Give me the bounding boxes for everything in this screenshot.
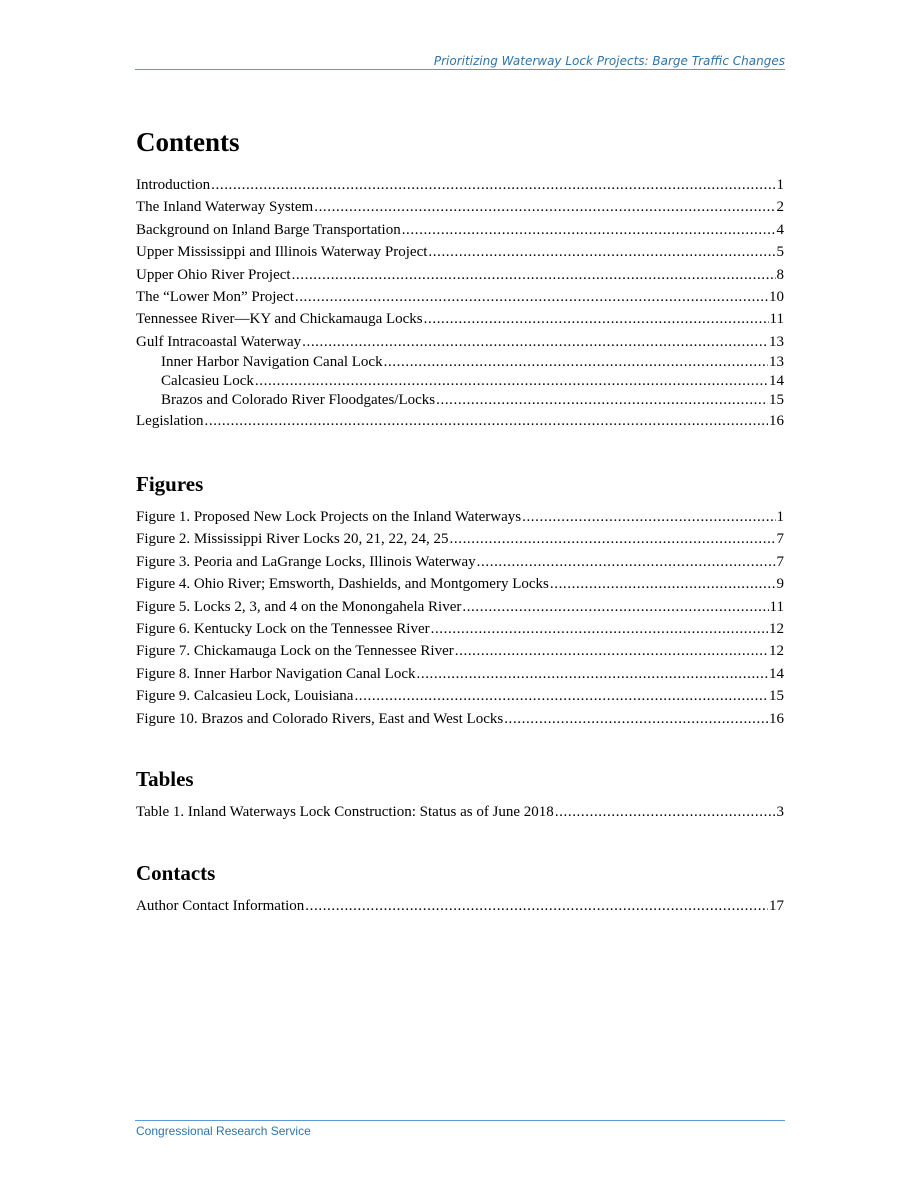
toc-entry[interactable] (136, 506, 784, 528)
toc-entry-label: The Inland Waterway System (136, 199, 314, 216)
dot-leader (450, 528, 776, 550)
toc-entry[interactable] (136, 573, 784, 595)
toc-entry[interactable] (136, 410, 784, 432)
toc-entry-page: 14 (769, 373, 784, 390)
dot-leader (402, 219, 776, 241)
dot-leader (431, 618, 768, 640)
dot-leader (255, 372, 768, 391)
toc-entry-label: Figure 7. Chickamauga Lock on the Tennessee River (136, 643, 454, 660)
footer-rule (135, 1120, 785, 1121)
toc-entry[interactable] (136, 801, 784, 823)
toc-entry[interactable] (136, 219, 784, 241)
toc-entry[interactable] (136, 708, 784, 730)
toc-entry[interactable] (136, 308, 784, 330)
toc-entry-label: Tennessee River—KY and Chickamauga Locks (136, 311, 423, 328)
dot-leader (550, 573, 776, 595)
toc-entry[interactable] (136, 685, 784, 707)
toc-entry-label: The “Lower Mon” Project (136, 288, 294, 305)
toc-entry-page: 5 (776, 244, 784, 261)
toc-entry-label: Author Contact Information (136, 898, 305, 914)
toc-entry-page: 7 (776, 553, 784, 570)
toc-entry[interactable] (136, 241, 784, 263)
toc-entry[interactable] (136, 551, 784, 573)
dot-leader (455, 640, 768, 662)
contents-section (136, 126, 784, 433)
toc-entry-page: 13 (769, 354, 784, 371)
toc-entry-page: 1 (776, 509, 784, 525)
toc-entry-label: Figure 9. Calcasieu Lock, Louisiana (136, 688, 354, 705)
toc-entry-page: 17 (769, 898, 784, 914)
toc-entry[interactable] (136, 196, 784, 218)
toc-entry[interactable] (136, 895, 784, 917)
dot-leader (292, 264, 776, 286)
toc-entry-page: 10 (769, 288, 784, 305)
toc-entry-page: 14 (769, 665, 784, 682)
toc-entry-label: Background on Inland Barge Transportation (136, 221, 401, 238)
toc-entry-page: 16 (769, 710, 784, 727)
tables-heading: Tables (136, 767, 194, 791)
toc-entry-label: Figure 6. Kentucky Lock on the Tennessee River (136, 620, 430, 637)
dot-leader (522, 506, 775, 528)
figures-list (136, 506, 784, 730)
dot-leader (504, 708, 768, 730)
dot-leader (477, 551, 776, 573)
toc-entry-page: 2 (776, 199, 784, 216)
tables-section (136, 766, 784, 823)
dot-leader (555, 801, 776, 823)
toc-entry-page: 3 (776, 804, 784, 820)
toc-entry[interactable] (136, 596, 784, 618)
toc-entry-page: 12 (769, 643, 784, 660)
toc-entry-label: Calcasieu Lock (161, 373, 254, 390)
dot-leader (305, 895, 768, 917)
toc-entry[interactable] (136, 286, 784, 308)
toc-entry[interactable] (136, 640, 784, 662)
toc-entry[interactable] (136, 264, 784, 286)
toc-entry-label: Inner Harbor Navigation Canal Lock (161, 354, 383, 371)
toc-entry-page: 16 (769, 413, 784, 430)
toc-entry-label: Introduction (136, 177, 211, 193)
toc-entry-page: 11 (769, 598, 784, 615)
toc-entry-label: Brazos and Colorado River Floodgates/Locks (161, 392, 436, 409)
figures-section (136, 471, 784, 730)
toc-entry-label: Figure 2. Mississippi River Locks 20, 21, 22, 24, 25 (136, 531, 449, 548)
toc-entry-page: 13 (769, 333, 784, 350)
dot-leader (436, 391, 768, 410)
running-header: Prioritizing Waterway Lock Projects: Barge Traffic Changes (433, 54, 785, 68)
toc-entry-page: 15 (769, 392, 784, 409)
figures-heading: Figures (136, 472, 204, 496)
dot-leader (314, 196, 775, 218)
toc-subentry[interactable] (136, 372, 784, 391)
toc-entry-label: Figure 1. Proposed New Lock Projects on the Inland Waterways (136, 509, 522, 525)
dot-leader (424, 308, 769, 330)
toc-entry-label: Figure 5. Locks 2, 3, and 4 on the Monongahela River (136, 598, 462, 615)
toc-subentry[interactable] (136, 391, 784, 410)
toc-entry-page: 4 (776, 221, 784, 238)
toc-entry-label: Figure 10. Brazos and Colorado Rivers, East and West Locks (136, 710, 504, 727)
toc-entry-page: 12 (769, 620, 784, 637)
toc-entry[interactable] (136, 174, 784, 196)
contents-heading: Contents (136, 127, 240, 157)
toc-entry[interactable] (136, 663, 784, 685)
toc-entry-page: 11 (769, 311, 784, 328)
contacts-heading: Contacts (136, 861, 216, 885)
toc-entry-label: Figure 8. Inner Harbor Navigation Canal Lock (136, 665, 416, 682)
toc-entry[interactable] (136, 618, 784, 640)
dot-leader (417, 663, 769, 685)
toc-subentry[interactable] (136, 353, 784, 372)
toc-entry-label: Figure 4. Ohio River; Emsworth, Dashields, and Montgomery Locks (136, 576, 549, 593)
toc-entry-page: 15 (769, 688, 784, 705)
dot-leader (428, 241, 775, 263)
toc-entry-page: 7 (776, 531, 784, 548)
contents-list (136, 174, 784, 433)
contacts-section (136, 860, 784, 917)
dot-leader (205, 410, 769, 432)
toc-entry-label: Legislation (136, 413, 204, 430)
tables-list (136, 801, 784, 823)
toc-entry-page: 1 (776, 177, 784, 193)
dot-leader (384, 353, 768, 372)
dot-leader (211, 174, 775, 196)
toc-entry-label: Gulf Intracoastal Waterway (136, 333, 302, 350)
running-footer: Congressional Research Service (136, 1124, 311, 1138)
contacts-list (136, 895, 784, 917)
dot-leader (302, 331, 768, 353)
toc-entry-label: Table 1. Inland Waterways Lock Construction: Status as of June 2018 (136, 804, 554, 820)
dot-leader (295, 286, 768, 308)
dot-leader (462, 596, 768, 618)
toc-entry[interactable] (136, 331, 784, 353)
toc-entry[interactable] (136, 528, 784, 550)
toc-entry-label: Upper Mississippi and Illinois Waterway Project (136, 244, 428, 261)
header-rule (135, 69, 785, 70)
toc-entry-label: Figure 3. Peoria and LaGrange Locks, Illinois Waterway (136, 553, 476, 570)
dot-leader (354, 685, 768, 707)
toc-entry-page: 9 (776, 576, 784, 593)
toc-entry-label: Upper Ohio River Project (136, 266, 291, 283)
toc-entry-page: 8 (776, 266, 784, 283)
